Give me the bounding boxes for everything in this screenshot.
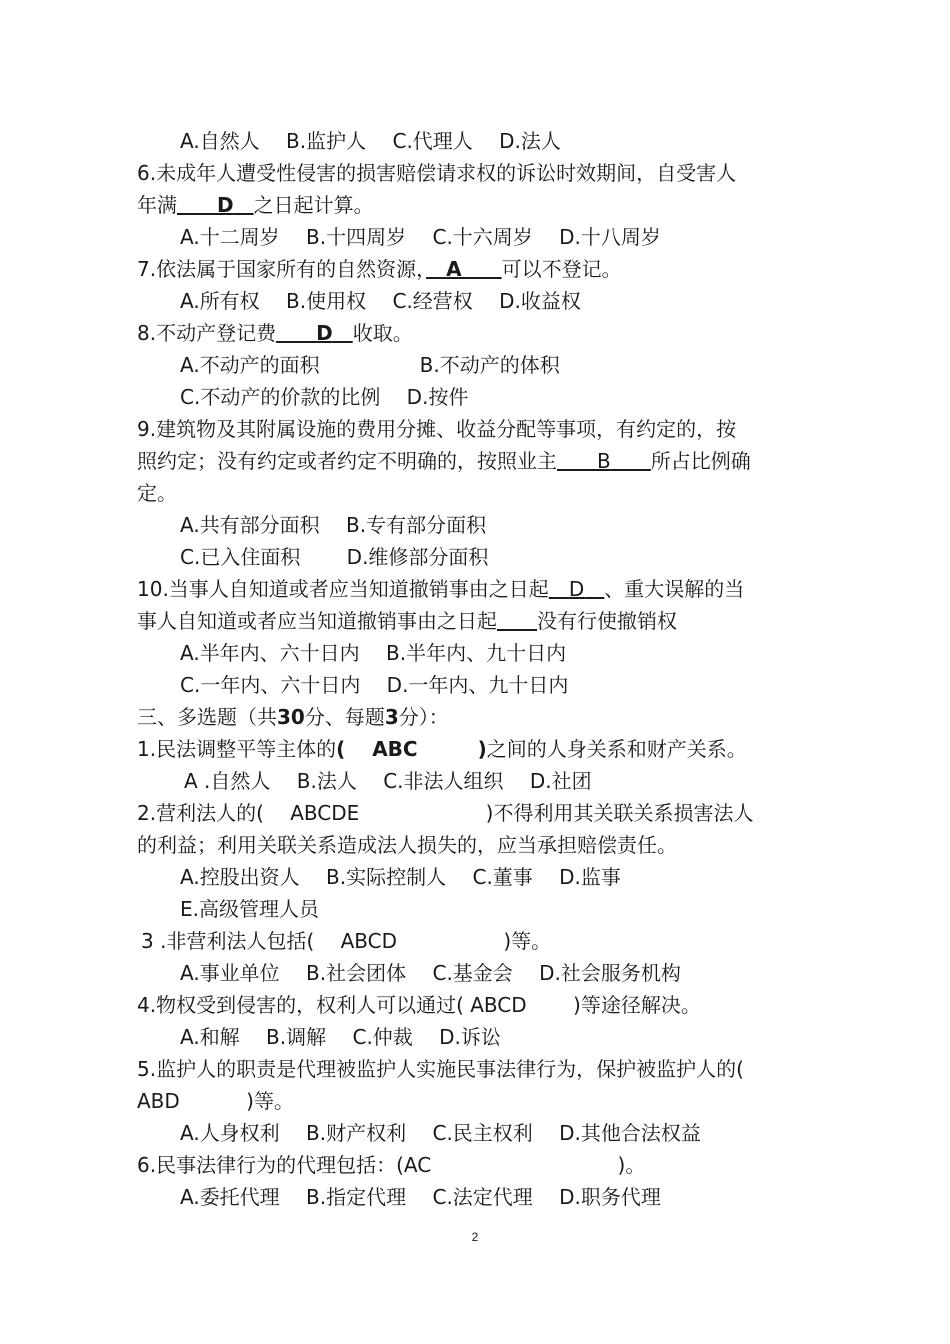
option-text: A.所有权 B.使用权 C.经营权 D.收益权 [180, 289, 581, 313]
m5-options [180, 1117, 701, 1149]
m6-options [180, 1181, 661, 1213]
section-heading [137, 701, 449, 733]
q9-line3 [137, 477, 177, 509]
option-text: C.不动产的价款的比例 D.按件 [180, 385, 469, 409]
question-text: 6.民事法律行为的代理包括：(AC )。 [137, 1153, 646, 1177]
m6-line1 [137, 1149, 645, 1181]
m2-options-1 [180, 861, 621, 893]
m2-line2 [137, 829, 677, 861]
question-text: 1.民法调整平等主体的 [137, 737, 337, 761]
heading-text: 分）： [398, 705, 449, 729]
answer-blank [462, 257, 502, 281]
answer-letter: D [568, 577, 585, 601]
heading-text: 三、多选题（共 [137, 705, 277, 729]
q6-line1 [137, 157, 736, 189]
q8-line1 [137, 317, 413, 349]
option-text: A.共有部分面积 B.专有部分面积 [180, 513, 487, 537]
question-text: 可以不登记。 [501, 257, 622, 281]
option-text: C.已入住面积 D.维修部分面积 [180, 545, 489, 569]
option-text: C.一年内、六十日内 D.一年内、九十日内 [180, 673, 569, 697]
q6-line2 [137, 189, 374, 221]
m2-line1 [137, 797, 753, 829]
q5-options [180, 125, 561, 157]
m4-options [180, 1021, 501, 1053]
m5-line2 [137, 1085, 294, 1117]
q10-options-1 [180, 637, 566, 669]
q9-options-2 [180, 541, 488, 573]
question-text: 之日起计算。 [253, 193, 374, 217]
q9-options-1 [180, 509, 486, 541]
q8-options-1 [180, 349, 560, 381]
option-text: A.委托代理 B.指定代理 C.法定代理 D.职务代理 [180, 1185, 661, 1209]
option-text: A.不动产的面积 B.不动产的体积 [180, 353, 560, 377]
q10-line2 [137, 605, 677, 637]
answer-blank [611, 449, 651, 473]
q9-line1 [137, 413, 736, 445]
option-text: A.和解 B.调解 C.仲裁 D.诉讼 [180, 1025, 501, 1049]
question-text: 9.建筑物及其附属设施的费用分摊、收益分配等事项，有约定的，按 [137, 417, 737, 441]
question-text: 、重大误解的当 [604, 577, 745, 601]
question-text: 所占比例确 [650, 449, 751, 473]
question-text: 8.不动产登记费 [137, 321, 277, 345]
q10-line1 [137, 573, 744, 605]
answer-blank [276, 321, 316, 345]
question-text: 没有行使撤销权 [537, 609, 677, 633]
answer-blank [557, 449, 597, 473]
answer-letter: A [446, 257, 462, 281]
question-text: 事人自知道或者应当知道撤销事由之日起 [137, 609, 497, 633]
option-text: A.控股出资人 B.实际控制人 C.董事 D.监事 [180, 865, 621, 889]
option-text: A.事业单位 B.社会团体 C.基金会 D.社会服务机构 [180, 961, 681, 985]
option-text: A.十二周岁 B.十四周岁 C.十六周岁 D.十八周岁 [180, 225, 661, 249]
m5-line1 [137, 1053, 744, 1085]
page-number: 2 [471, 1230, 479, 1244]
answer-blank [426, 257, 446, 281]
question-text: 之间的人身关系和财产关系。 [486, 737, 747, 761]
question-text: 5.监护人的职责是代理被监护人实施民事法律行为，保护被监护人的( [137, 1057, 744, 1081]
question-text: 收取。 [352, 321, 413, 345]
answer-letters: ( ABC ) [336, 737, 487, 761]
m4-line1 [137, 989, 701, 1021]
m2-options-2 [180, 893, 319, 925]
option-text: E.高级管理人员 [180, 897, 319, 921]
heading-number: 3 [384, 705, 399, 729]
m3-line1 [141, 925, 551, 957]
answer-blank [234, 193, 254, 217]
option-text: A .自然人 B.法人 C.非法人组织 D.社团 [184, 769, 592, 793]
question-text: ABD )等。 [137, 1089, 294, 1113]
option-text: A.半年内、六十日内 B.半年内、九十日内 [180, 641, 567, 665]
heading-number: 30 [277, 705, 305, 729]
m1-options [184, 765, 592, 797]
q7-line1 [137, 253, 622, 285]
question-text: 的利益；利用关联关系造成法人损失的，应当承担赔偿责任。 [137, 833, 677, 857]
answer-blank [177, 193, 217, 217]
m1-line1 [137, 733, 747, 765]
question-text: 3 .非营利法人包括( ABCD )等。 [141, 929, 552, 953]
answer-blank [497, 609, 537, 633]
question-text: 2.营利法人的( ABCDE )不得利用其关联关系损害法人 [137, 801, 754, 825]
question-text: 6.未成年人遭受性侵害的损害赔偿请求权的诉讼时效期间，自受害人 [137, 161, 737, 185]
option-text: A.自然人 B.监护人 C.代理人 D.法人 [180, 129, 561, 153]
q8-options-2 [180, 381, 468, 413]
q6-options [180, 221, 661, 253]
answer-letter: D [217, 193, 234, 217]
answer-blank [549, 577, 569, 601]
question-text: 照约定；没有约定或者约定不明确的，按照业主 [137, 449, 557, 473]
option-text: A.人身权利 B.财产权利 C.民主权利 D.其他合法权益 [180, 1121, 701, 1145]
question-text: 7.依法属于国家所有的自然资源， [137, 257, 427, 281]
answer-blank [333, 321, 353, 345]
m3-options [180, 957, 681, 989]
answer-letter: B [597, 449, 611, 473]
q7-options [180, 285, 581, 317]
answer-letter: D [316, 321, 333, 345]
question-text: 定。 [137, 481, 177, 505]
question-text: 4.物权受到侵害的，权利人可以通过( ABCD )等途径解决。 [137, 993, 701, 1017]
question-text: 10.当事人自知道或者应当知道撤销事由之日起 [137, 577, 549, 601]
question-text: 年满 [137, 193, 177, 217]
q10-options-2 [180, 669, 568, 701]
answer-blank [584, 577, 604, 601]
heading-text: 分、每题 [304, 705, 385, 729]
q9-line2 [137, 445, 751, 477]
